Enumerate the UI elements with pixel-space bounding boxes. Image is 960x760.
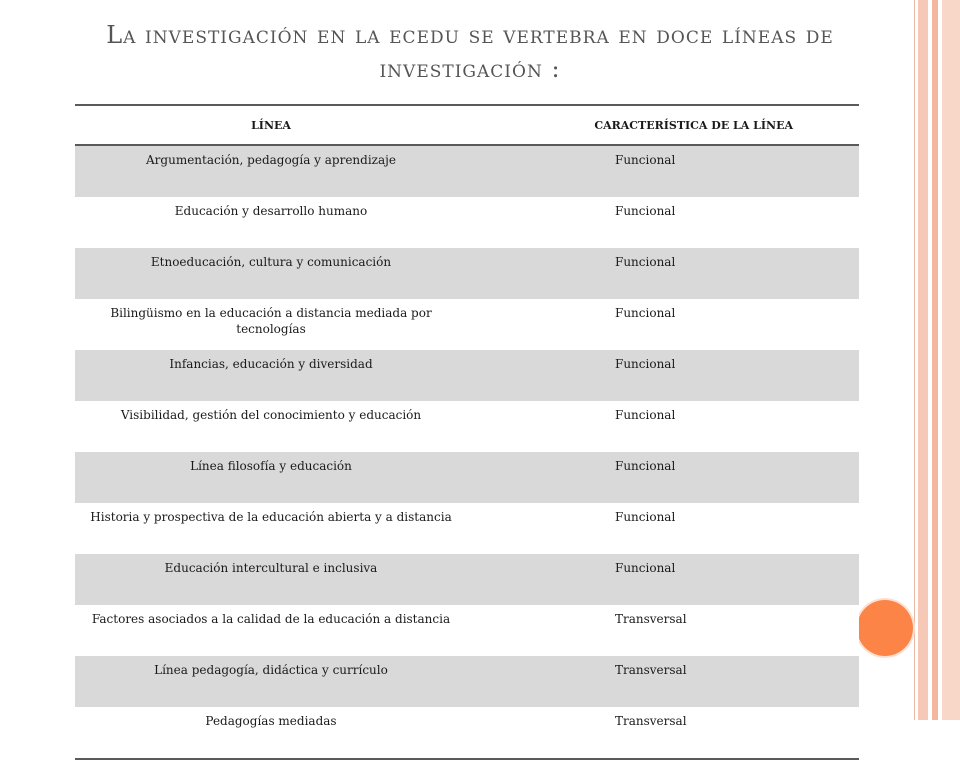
- cell-caracteristica: Funcional: [467, 503, 859, 554]
- cell-caracteristica: Funcional: [467, 452, 859, 503]
- cell-linea: Etnoeducación, cultura y comunicación: [75, 248, 467, 299]
- header-linea: LÍNEA: [75, 105, 467, 145]
- decorative-stripe: [942, 0, 960, 720]
- table-row: [75, 452, 859, 503]
- table-row: [75, 248, 859, 299]
- cell-linea: Argumentación, pedagogía y aprendizaje: [75, 145, 467, 197]
- cell-linea: Línea pedagogía, didáctica y currículo: [75, 656, 467, 707]
- table-row: [75, 299, 859, 350]
- cell-linea: Línea filosofía y educación: [75, 452, 467, 503]
- cell-caracteristica: Funcional: [467, 248, 859, 299]
- cell-linea: Visibilidad, gestión del conocimiento y educación: [75, 401, 467, 452]
- decorative-stripe: [918, 0, 928, 720]
- cell-caracteristica: Funcional: [467, 350, 859, 401]
- table-row: [75, 197, 859, 248]
- table-row: [75, 401, 859, 452]
- cell-linea: Factores asociados a la calidad de la educación a distancia: [75, 605, 467, 656]
- table-row: [75, 656, 859, 707]
- cell-caracteristica: Transversal: [467, 707, 859, 759]
- table-row: [75, 503, 859, 554]
- table-header-row: [75, 105, 859, 145]
- table-row: [75, 554, 859, 605]
- decorative-circle: [857, 600, 913, 656]
- table-row: [75, 707, 859, 759]
- cell-linea: Infancias, educación y diversidad: [75, 350, 467, 401]
- cell-linea: Educación y desarrollo humano: [75, 197, 467, 248]
- table-row: [75, 350, 859, 401]
- table-row: [75, 605, 859, 656]
- cell-caracteristica: Transversal: [467, 605, 859, 656]
- cell-caracteristica: Funcional: [467, 145, 859, 197]
- cell-caracteristica: Funcional: [467, 197, 859, 248]
- cell-caracteristica: Funcional: [467, 554, 859, 605]
- header-caracteristica: CARACTERÍSTICA DE LA LÍNEA: [467, 105, 859, 145]
- cell-linea: Bilingüismo en la educación a distancia mediada por tecnologías: [75, 299, 467, 350]
- cell-linea: Pedagogías mediadas: [75, 707, 467, 759]
- cell-linea: Educación intercultural e inclusiva: [75, 554, 467, 605]
- cell-caracteristica: Funcional: [467, 299, 859, 350]
- table-row: [75, 145, 859, 197]
- research-lines-table: [75, 104, 859, 760]
- slide-border-line: [914, 0, 915, 720]
- cell-linea: Historia y prospectiva de la educación abierta y a distancia: [75, 503, 467, 554]
- cell-caracteristica: Funcional: [467, 401, 859, 452]
- cell-caracteristica: Transversal: [467, 656, 859, 707]
- slide-title: La investigación en la ecedu se vertebra en doce líneas de investigación :: [106, 21, 834, 83]
